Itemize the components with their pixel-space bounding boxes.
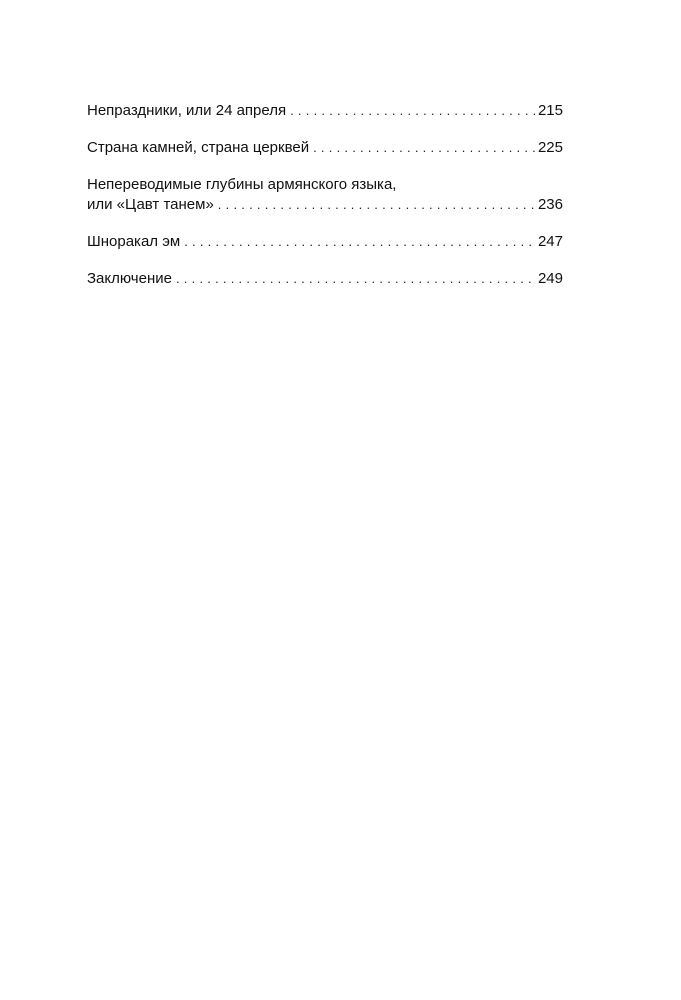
toc-entry-title: Страна камней, страна церквей (87, 138, 313, 158)
toc-entry-page-number: 247 (537, 233, 563, 250)
table-of-contents (87, 101, 563, 306)
toc-entry[interactable] (87, 232, 563, 252)
toc-entry-page-number: 249 (537, 270, 563, 287)
toc-entry[interactable] (87, 138, 563, 158)
toc-entry[interactable] (87, 101, 563, 121)
toc-entry-page-number: 215 (537, 102, 563, 119)
dot-leader (313, 138, 536, 158)
toc-entry-title: Заключение (87, 269, 176, 289)
toc-entry[interactable] (87, 175, 563, 215)
toc-entry[interactable] (87, 269, 563, 289)
toc-entry-page-number: 236 (537, 196, 563, 213)
dot-leader (290, 101, 536, 121)
toc-entry-title: Шноракал эм (87, 232, 184, 252)
toc-entry-title-line-1: Непереводимые глубины армянского языка, (87, 176, 397, 193)
toc-entry-title: Непраздники, или 24 апреля (87, 101, 290, 121)
toc-entry-title-line-2: или «Цавт танем» (87, 195, 218, 215)
toc-entry-page-number: 225 (537, 139, 563, 156)
dot-leader (176, 269, 536, 289)
dot-leader (218, 195, 536, 215)
dot-leader (184, 232, 536, 252)
